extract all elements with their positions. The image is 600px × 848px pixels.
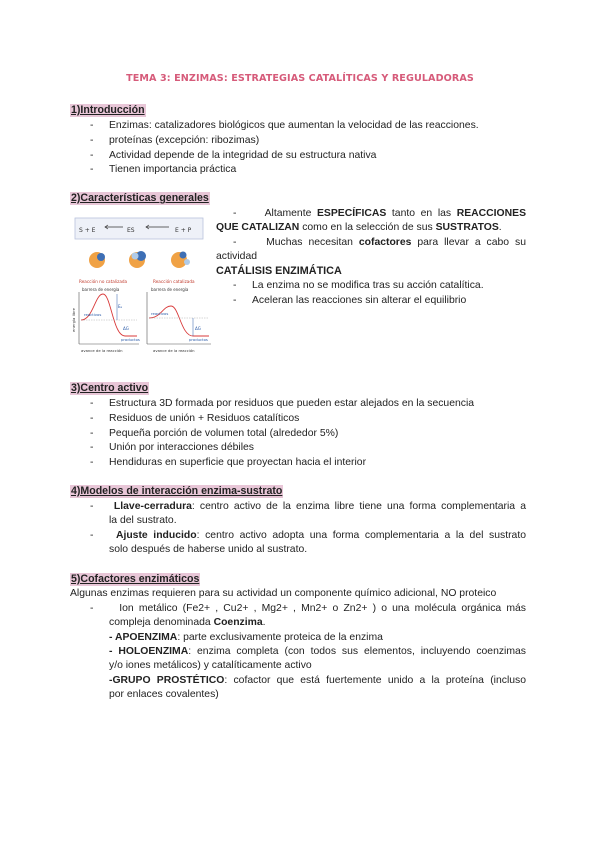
catalisis-subheading: CATÁLISIS ENZIMÁTICA xyxy=(216,265,342,277)
grupo-prostetico-line2: por enlaces covalentes) xyxy=(109,689,219,700)
section-heading-cofactores: 5)Cofactores enzimáticos xyxy=(71,573,200,585)
holoenzima-line2: y/o iones metálicos) y catalíticamente activo xyxy=(109,660,312,671)
panel-left-label: Reacción no catalizada xyxy=(79,279,128,284)
barrier-label-right: barrera de energía xyxy=(151,287,189,292)
dg-label: ΔG xyxy=(123,326,129,331)
energy-diagram-catalyzed xyxy=(147,287,211,353)
list-item: - Unión por interacciones débiles xyxy=(90,441,474,456)
especificas-line2: QUE CATALIZAN como en la selección de sus SUSTRATOS. xyxy=(216,222,502,233)
cofactores-line1: - Muchas necesitan cofactores para llevar a cabo su xyxy=(233,237,526,248)
ajuste-inducido-line2: solo después de haberse unido al sustrato. xyxy=(109,544,308,555)
eq-products: E + P xyxy=(175,227,192,234)
list-item: - Residuos de unión + Residuos catalíticos xyxy=(90,412,474,427)
intro-list xyxy=(90,119,479,178)
enzyme-catalysis-figure xyxy=(65,214,217,354)
products-label-right: productos xyxy=(189,337,208,342)
x-axis-label-right: avance de la reacción xyxy=(153,348,195,353)
ion-metalico-line2: compleja denominada Coenzima. xyxy=(109,617,266,628)
ajuste-inducido-line1: - Ajuste inducido: centro activo adopta una forma complementaria a la del sustrato xyxy=(90,530,526,541)
llave-cerradura-line1: - Llave-cerradura: centro activo de la enzima libre tiene una forma complementaria a xyxy=(90,501,526,512)
list-item: - La enzima no se modifica tras su acción catalítica. xyxy=(233,279,484,294)
dg-label-right: ΔG xyxy=(195,326,201,331)
eq-reactants: S + E xyxy=(79,227,96,234)
y-axis-label: energía libre xyxy=(71,308,76,332)
list-item: - Actividad depende de la integridad de su estructura nativa xyxy=(90,149,479,164)
energy-diagram-uncatalyzed xyxy=(71,287,140,353)
especificas-line1: - Altamente ESPECÍFICAS tanto en las REACCIONES xyxy=(233,208,526,219)
apoenzima-line: - APOENZIMA: parte exclusivamente proteica de la enzima xyxy=(109,632,383,643)
list-item: - proteínas (excepción: ribozimas) xyxy=(90,134,479,149)
ion-metalico-line1: - Ion metálico (Fe2+ , Cu2+ , Mg2+ , Mn2+ o Zn2+ ) o una molécula orgánica más xyxy=(90,603,526,614)
products-label: productos xyxy=(121,337,140,342)
panel-right-label: Reacción catalizada xyxy=(153,279,195,284)
list-item: - Hendiduras en superficie que proyectan hacia el interior xyxy=(90,456,474,471)
document-title: TEMA 3: ENZIMAS: ESTRATEGIAS CATALÍTICAS Y REGULADORAS xyxy=(126,73,474,84)
reactants-label-right: reactivos xyxy=(151,311,169,316)
centro-activo-list xyxy=(90,397,474,471)
list-item: - Pequeña porción de volumen total (alrededor 5%) xyxy=(90,427,474,442)
cofactores-line2: actividad xyxy=(216,251,258,262)
list-item: - Tienen importancia práctica xyxy=(90,163,479,178)
section-heading-modelos: 4)Modelos de interacción enzima-sustrato xyxy=(71,485,283,497)
catalisis-list xyxy=(233,279,484,309)
section-heading-introduccion: 1)Introducción xyxy=(71,104,145,116)
list-item: - Aceleran las reacciones sin alterar el equilibrio xyxy=(233,294,484,309)
enzyme-illustration xyxy=(89,251,190,268)
grupo-prostetico-line1: -GRUPO PROSTÉTICO: cofactor que está fuertemente unido a la proteína (incluso xyxy=(109,675,526,686)
reactants-label: reactivos xyxy=(84,312,102,317)
holoenzima-line1: - HOLOENZIMA: enzima completa (con todos sus elementos, incluyendo coenzimas xyxy=(109,646,526,657)
ea-label: Eₐ xyxy=(118,304,123,309)
section-heading-caracteristicas: 2)Características generales xyxy=(71,192,209,204)
section-heading-centro-activo: 3)Centro activo xyxy=(71,382,149,394)
x-axis-label: avance de la reacción xyxy=(81,348,123,353)
llave-cerradura-line2: la del sustrato. xyxy=(109,515,177,526)
barrier-label: barrera de energía xyxy=(82,287,120,292)
list-item: - Estructura 3D formada por residuos que pueden estar alejados en la secuencia xyxy=(90,397,474,412)
eq-complex: ES xyxy=(127,227,135,234)
list-item: - Enzimas: catalizadores biológicos que aumentan la velocidad de las reacciones. xyxy=(90,119,479,134)
cofactores-intro: Algunas enzimas requieren para su actividad un componente químico adicional, NO proteico xyxy=(70,588,497,599)
